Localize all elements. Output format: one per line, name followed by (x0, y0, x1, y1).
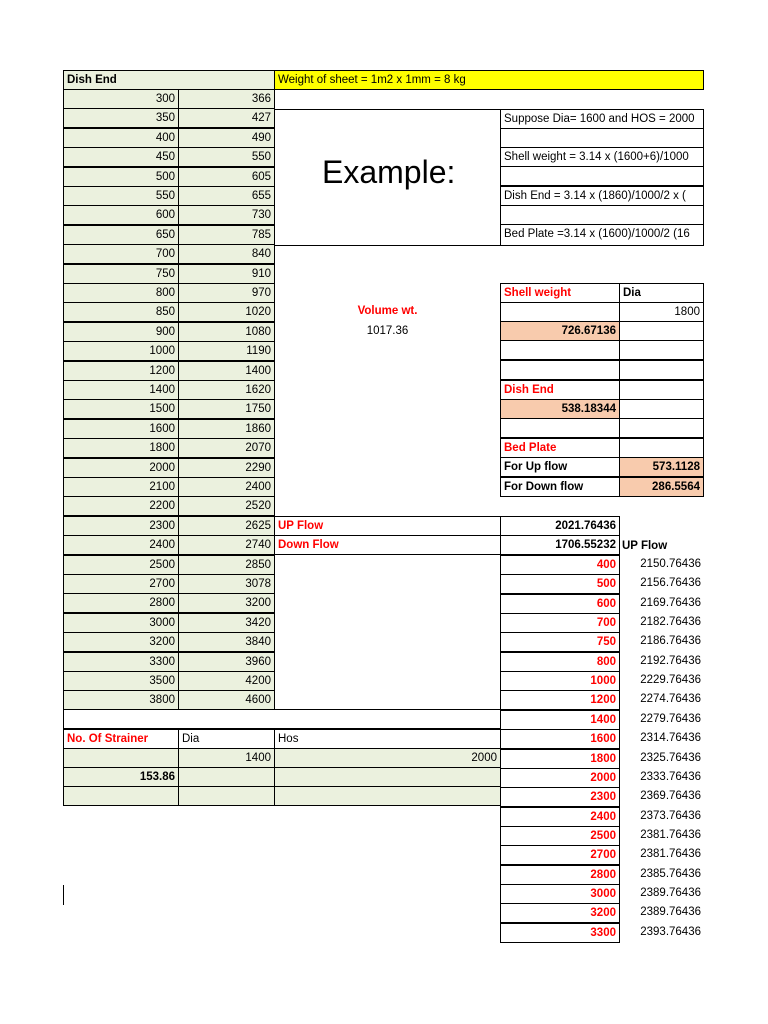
up-flow-value-cell[interactable]: 2192.76436 (640, 655, 701, 667)
up-flow-size-cell[interactable]: 2400 (500, 807, 620, 827)
for-down-flow-value[interactable]: 286.5564 (619, 477, 704, 497)
dish-dia-cell[interactable]: 900 (63, 322, 179, 342)
for-down-flow-label[interactable]: For Down flow (500, 477, 620, 497)
up-flow-size-cell[interactable]: 3000 (500, 884, 620, 904)
example-line-1[interactable]: Suppose Dia= 1600 and HOS = 2000 (500, 109, 704, 129)
for-up-flow-label[interactable]: For Up flow (500, 457, 620, 477)
up-flow-header: UP Flow (622, 540, 668, 552)
dish-dia-cell[interactable]: 3300 (63, 652, 179, 672)
dish-weight-cell[interactable]: 2290 (178, 458, 275, 478)
dish-dia-cell[interactable]: 2700 (63, 574, 179, 594)
up-flow-size-cell[interactable]: 2700 (500, 845, 620, 865)
dish-weight-cell[interactable]: 785 (178, 225, 275, 245)
dish-dia-cell[interactable]: 2300 (63, 516, 179, 536)
up-flow-value-cell[interactable]: 2314.76436 (640, 732, 701, 744)
dish-weight-cell[interactable]: 2400 (178, 477, 275, 497)
strainer-blank-1[interactable] (63, 748, 179, 768)
example-line-4[interactable]: Bed Plate =3.14 x (1600)/1000/2 (16 (500, 224, 704, 246)
dish-dia-cell[interactable]: 1600 (63, 419, 179, 439)
up-flow-size-cell[interactable]: 1800 (500, 749, 620, 769)
strainer-blank-4[interactable] (63, 786, 179, 806)
up-flow-value-cell[interactable]: 2385.76436 (640, 868, 701, 880)
dish-weight-cell[interactable]: 730 (178, 205, 275, 225)
strainer-spacer-row[interactable] (63, 709, 501, 729)
calc-blank-b2[interactable] (619, 340, 704, 360)
example-blank-1[interactable] (500, 128, 704, 148)
dish-weight-cell[interactable]: 2625 (178, 516, 275, 536)
up-flow-size-cell[interactable]: 600 (500, 594, 620, 614)
calc-blank-b4[interactable] (619, 380, 704, 400)
dish-weight-cell[interactable]: 3078 (178, 574, 275, 594)
up-flow-size-cell[interactable]: 750 (500, 632, 620, 652)
up-flow-value-cell[interactable]: 2325.76436 (640, 752, 701, 764)
dish-dia-cell[interactable]: 2100 (63, 477, 179, 497)
dish-end-calc-label[interactable]: Dish End (500, 380, 620, 400)
dish-weight-cell[interactable]: 2740 (178, 535, 275, 555)
dish-weight-cell[interactable]: 4600 (178, 690, 275, 710)
calc-blank-a3[interactable] (500, 360, 620, 380)
dish-dia-cell[interactable]: 2000 (63, 458, 179, 478)
up-flow-value-cell[interactable]: 2156.76436 (640, 577, 701, 589)
calc-blank-b1[interactable] (619, 321, 704, 341)
dish-weight-cell[interactable]: 910 (178, 264, 275, 284)
dia-value[interactable]: 1800 (619, 302, 704, 322)
dish-weight-cell[interactable]: 550 (178, 147, 275, 167)
example-line-3[interactable]: Dish End = 3.14 x (1860)/1000/2 x ( (500, 186, 704, 206)
up-flow-size-cell[interactable]: 400 (500, 555, 620, 575)
up-flow-size-cell[interactable]: 1200 (500, 690, 620, 710)
dish-dia-cell[interactable]: 400 (63, 128, 179, 148)
up-flow-value-cell[interactable]: 2182.76436 (640, 616, 701, 628)
calc-blank-b7[interactable] (619, 438, 704, 458)
dish-weight-cell[interactable]: 366 (178, 89, 275, 109)
dish-dia-cell[interactable]: 350 (63, 108, 179, 128)
dish-end-header[interactable]: Dish End (63, 70, 275, 90)
dish-weight-cell[interactable]: 1400 (178, 361, 275, 381)
dish-weight-cell[interactable]: 1750 (178, 399, 275, 419)
up-flow-value-cell[interactable]: 2186.76436 (640, 635, 701, 647)
dish-dia-cell[interactable]: 1400 (63, 380, 179, 400)
bed-plate-label[interactable]: Bed Plate (500, 438, 620, 458)
dish-dia-cell[interactable]: 300 (63, 89, 179, 109)
dish-dia-cell[interactable]: 550 (63, 186, 179, 206)
up-flow-value-cell[interactable]: 2389.76436 (640, 887, 701, 899)
dia-label[interactable]: Dia (619, 283, 704, 303)
calc-blank-a6[interactable] (500, 418, 620, 438)
dish-weight-cell[interactable]: 3840 (178, 632, 275, 652)
up-flow-value[interactable]: 2021.76436 (500, 516, 620, 536)
shell-weight-value[interactable]: 726.67136 (500, 321, 620, 341)
dish-weight-cell[interactable]: 2520 (178, 496, 275, 516)
calc-blank-b6[interactable] (619, 418, 704, 438)
dish-dia-cell[interactable]: 850 (63, 302, 179, 322)
weight-note-cell[interactable]: Weight of sheet = 1m2 x 1mm = 8 kg (274, 70, 704, 90)
dish-weight-cell[interactable]: 605 (178, 167, 275, 187)
up-flow-value-cell[interactable]: 2393.76436 (640, 926, 701, 938)
dish-dia-cell[interactable]: 800 (63, 283, 179, 303)
calc-blank-a1[interactable] (500, 302, 620, 322)
up-flow-size-cell[interactable]: 2300 (500, 787, 620, 807)
up-flow-value-cell[interactable]: 2274.76436 (640, 693, 701, 705)
up-flow-value-cell[interactable]: 2333.76436 (640, 771, 701, 783)
dish-weight-cell[interactable]: 2070 (178, 438, 275, 458)
dish-weight-cell[interactable]: 2850 (178, 555, 275, 575)
down-flow-label[interactable]: Down Flow (274, 535, 501, 555)
example-title: Example: (322, 154, 456, 190)
up-flow-size-cell[interactable]: 1400 (500, 710, 620, 730)
dish-weight-cell[interactable]: 655 (178, 186, 275, 206)
dish-weight-cell[interactable]: 840 (178, 244, 275, 264)
up-flow-value-cell[interactable]: 2169.76436 (640, 597, 701, 609)
up-flow-value-cell[interactable]: 2229.76436 (640, 674, 701, 686)
dish-dia-cell[interactable]: 2200 (63, 496, 179, 516)
strainer-blank-5[interactable] (178, 786, 275, 806)
calc-blank-b3[interactable] (619, 360, 704, 380)
dish-weight-cell[interactable]: 427 (178, 108, 275, 128)
up-flow-size-cell[interactable]: 1600 (500, 729, 620, 749)
dish-dia-cell[interactable]: 600 (63, 205, 179, 225)
example-line-2[interactable]: Shell weight = 3.14 x (1600+6)/1000 (500, 147, 704, 167)
dish-dia-cell[interactable]: 1500 (63, 399, 179, 419)
dish-weight-cell[interactable]: 4200 (178, 671, 275, 691)
strainer-label[interactable]: No. Of Strainer (63, 729, 179, 749)
strainer-hos-label[interactable]: Hos (274, 729, 501, 749)
dish-weight-cell[interactable]: 1080 (178, 322, 275, 342)
up-flow-size-cell[interactable]: 1000 (500, 671, 620, 691)
dish-weight-cell[interactable]: 1020 (178, 302, 275, 322)
up-flow-size-cell[interactable]: 3300 (500, 923, 620, 943)
volume-value: 1017.36 (366, 325, 409, 337)
strainer-result[interactable]: 153.86 (63, 767, 179, 787)
dish-dia-cell[interactable]: 3200 (63, 632, 179, 652)
dish-end-calc-value[interactable]: 538.18344 (500, 399, 620, 419)
strainer-dia-value[interactable]: 1400 (178, 748, 275, 768)
dish-weight-cell[interactable]: 1620 (178, 380, 275, 400)
dish-weight-cell[interactable]: 1190 (178, 341, 275, 361)
dish-dia-cell[interactable]: 2400 (63, 535, 179, 555)
dish-dia-cell[interactable]: 750 (63, 264, 179, 284)
dish-dia-cell[interactable]: 650 (63, 225, 179, 245)
dish-dia-cell[interactable]: 2800 (63, 593, 179, 613)
shell-weight-label[interactable]: Shell weight (500, 283, 620, 303)
strainer-blank-6[interactable] (274, 786, 501, 806)
dish-dia-cell[interactable]: 1200 (63, 361, 179, 381)
up-flow-size-cell[interactable]: 2500 (500, 826, 620, 846)
up-flow-size-cell[interactable]: 2800 (500, 865, 620, 885)
dish-weight-cell[interactable]: 3200 (178, 593, 275, 613)
strainer-blank-3[interactable] (274, 767, 501, 787)
up-flow-value-cell[interactable]: 2150.76436 (640, 558, 701, 570)
up-flow-size-cell[interactable]: 2000 (500, 768, 620, 788)
up-flow-value-cell[interactable]: 2381.76436 (640, 848, 701, 860)
example-blank-3[interactable] (500, 205, 704, 225)
up-flow-size-cell[interactable]: 500 (500, 574, 620, 594)
volume-label: Volume wt. (357, 305, 418, 317)
strainer-blank-2[interactable] (178, 767, 275, 787)
dish-weight-cell[interactable]: 3420 (178, 613, 275, 633)
dish-weight-cell[interactable]: 1860 (178, 419, 275, 439)
dish-dia-cell[interactable]: 3000 (63, 613, 179, 633)
dish-weight-cell[interactable]: 970 (178, 283, 275, 303)
dish-dia-cell[interactable]: 3800 (63, 690, 179, 710)
up-flow-value-cell[interactable]: 2381.76436 (640, 829, 701, 841)
dish-dia-cell[interactable]: 500 (63, 167, 179, 187)
dish-weight-cell[interactable]: 490 (178, 128, 275, 148)
dish-dia-cell[interactable]: 3500 (63, 671, 179, 691)
up-flow-size-cell[interactable]: 800 (500, 652, 620, 672)
example-blank-2[interactable] (500, 166, 704, 186)
strainer-dia-label[interactable]: Dia (178, 729, 275, 749)
dish-weight-cell[interactable]: 3960 (178, 652, 275, 672)
up-flow-size-cell[interactable]: 3200 (500, 903, 620, 923)
down-flow-value[interactable]: 1706.55232 (500, 535, 620, 555)
text-cursor (63, 885, 64, 905)
dish-dia-cell[interactable]: 700 (63, 244, 179, 264)
calc-blank-a2[interactable] (500, 340, 620, 360)
dish-dia-cell[interactable]: 1000 (63, 341, 179, 361)
up-flow-value-cell[interactable]: 2389.76436 (640, 906, 701, 918)
dish-dia-cell[interactable]: 450 (63, 147, 179, 167)
for-up-flow-value[interactable]: 573.1128 (619, 457, 704, 477)
up-flow-label[interactable]: UP Flow (274, 516, 501, 536)
calc-blank-b5[interactable] (619, 399, 704, 419)
up-flow-value-cell[interactable]: 2369.76436 (640, 790, 701, 802)
up-flow-value-cell[interactable]: 2373.76436 (640, 810, 701, 822)
up-flow-size-cell[interactable]: 700 (500, 613, 620, 633)
dish-dia-cell[interactable]: 2500 (63, 555, 179, 575)
up-flow-value-cell[interactable]: 2279.76436 (640, 713, 701, 725)
dish-dia-cell[interactable]: 1800 (63, 438, 179, 458)
strainer-hos-value[interactable]: 2000 (274, 748, 501, 768)
